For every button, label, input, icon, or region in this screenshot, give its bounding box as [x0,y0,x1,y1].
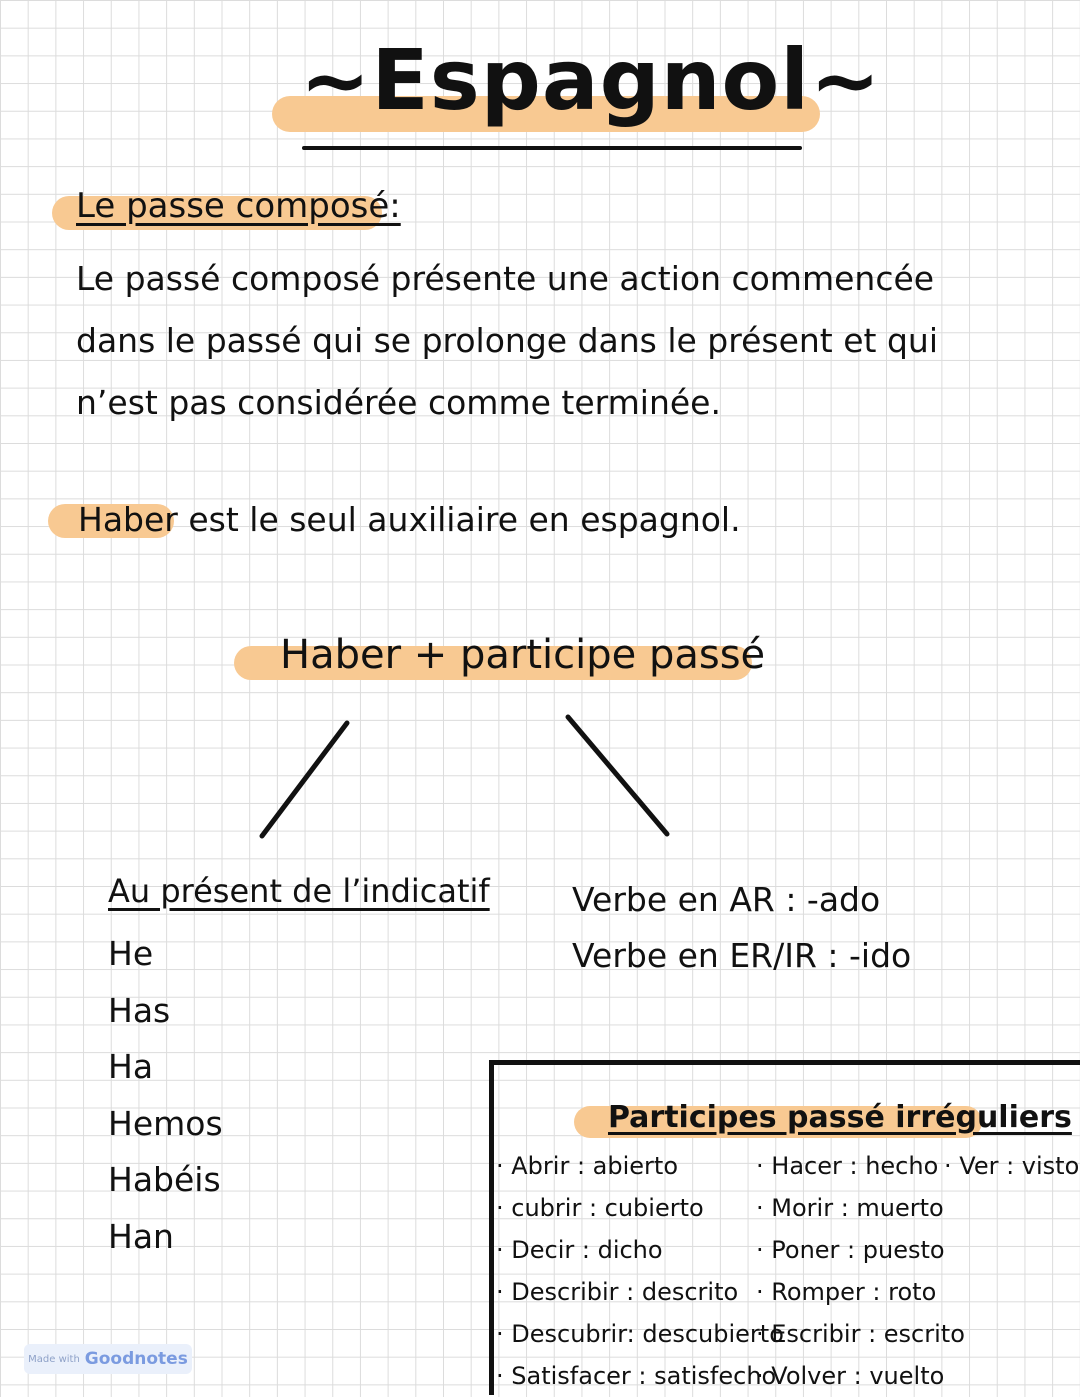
irregular-item: · Morir : muerto [756,1187,965,1229]
irregular-item: · Escribir : escrito [756,1313,965,1355]
irregular-box-left-border [489,1060,494,1395]
haber-word: Haber [78,500,178,539]
irregular-heading: Participes passé irréguliers [608,1100,1072,1135]
irregular-item: · Decir : dicho [496,1229,784,1271]
rule-ar: Verbe en AR : -ado [572,880,881,919]
conjugation-form: Hemos [108,1103,223,1143]
conjugation-list [108,926,223,1265]
irregular-item: · Abrir : abierto [496,1145,784,1187]
rule-er-ir: Verbe en ER/IR : -ido [572,936,912,975]
left-branch-line [262,723,347,836]
conjugation-form: Han [108,1216,174,1256]
haber-statement-rest: est le seul auxiliaire en espagnol. [177,500,741,539]
irregular-column-2 [756,1145,965,1397]
irregular-item: · Ver : visto [944,1145,1079,1187]
formula: Haber + participe passé [280,632,766,678]
conjugation-form: He [108,934,154,973]
goodnotes-logo: Goodnotes [84,1349,188,1369]
goodnotes-watermark [24,1344,192,1374]
section-heading: Le passe composé: [76,186,401,226]
irregular-item: · Poner : puesto [756,1229,965,1271]
conjugation-heading: Au présent de l’indicatif [108,872,490,910]
right-branch-line [568,717,667,834]
watermark-prefix: Made with [28,1353,80,1365]
irregular-box-top-border [489,1060,1080,1065]
irregular-item: · Descubrir: descubierto [496,1313,784,1355]
irregular-item: · cubrir : cubierto [496,1187,784,1229]
conjugation-form: Ha [108,1047,154,1086]
definition-text: Le passé composé présente une action commencée dans le passé qui se prolonge dans le présent et qui n’est pas considérée comme terminée. [76,259,938,422]
irregular-column-1 [496,1145,784,1397]
irregular-item: · Hacer : hecho [756,1145,965,1187]
irregular-column-3 [944,1145,1079,1187]
participle-rules [572,872,911,984]
conjugation-form: Has [108,990,171,1030]
irregular-item: · Romper : roto [756,1271,965,1313]
conjugation-form: Habéis [108,1160,221,1199]
irregular-item: · Satisfacer : satisfecho [496,1355,784,1397]
irregular-item: · Describir : descrito [496,1271,784,1313]
irregular-item: · Volver : vuelto [756,1355,965,1397]
page-title: ~Espagnol~ [300,31,882,129]
